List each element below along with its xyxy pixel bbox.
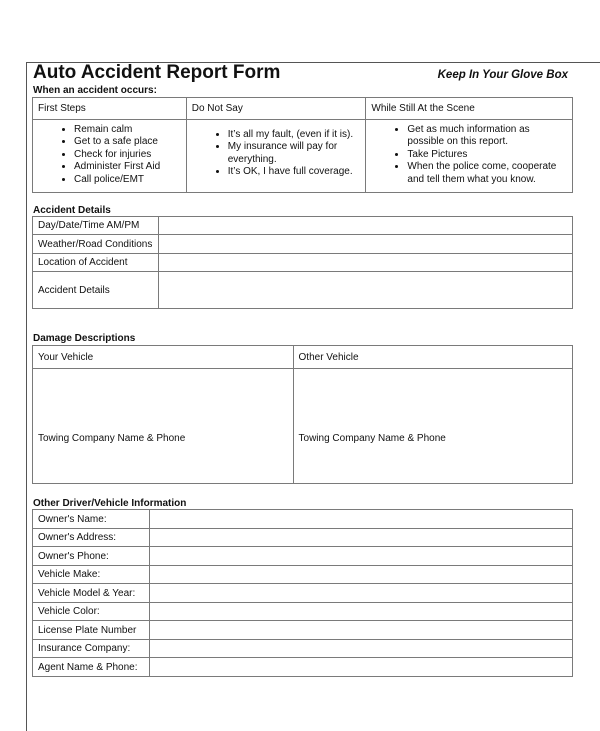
day-date-time-label: Day/Date/Time AM/PM xyxy=(33,217,159,235)
insurance-company-field[interactable] xyxy=(149,640,572,658)
first-steps-list xyxy=(38,124,186,186)
list-item: • Check for injuries xyxy=(74,149,186,161)
list-item: • When the police come, cooperate and tell them what you know. xyxy=(407,161,558,186)
list-item: • Administer First Aid xyxy=(74,161,186,173)
insurance-company-label: Insurance Company: xyxy=(33,640,150,658)
list-item: • My insurance will pay for everything. xyxy=(228,141,358,166)
vehicle-color-field[interactable] xyxy=(149,603,572,621)
list-item: • Get to a safe place xyxy=(74,136,186,148)
do-not-say-header: Do Not Say xyxy=(186,98,366,120)
form-title: Auto Accident Report Form xyxy=(33,62,281,83)
vehicle-model-year-label: Vehicle Model & Year: xyxy=(33,584,150,603)
owners-name-field[interactable] xyxy=(149,510,572,529)
owners-name-label: Owner's Name: xyxy=(33,510,150,529)
weather-road-field[interactable] xyxy=(158,235,572,254)
do-not-say-list xyxy=(192,129,366,179)
other-vehicle-cell[interactable] xyxy=(293,369,572,484)
license-plate-field[interactable] xyxy=(149,621,572,640)
owners-phone-field[interactable] xyxy=(149,547,572,566)
accident-details-row-label: Accident Details xyxy=(33,272,159,309)
towing-other-label: Towing Company Name & Phone xyxy=(298,433,446,444)
accident-details-field[interactable] xyxy=(158,272,572,309)
first-steps-header: First Steps xyxy=(33,98,187,120)
when-accident-label: When an accident occurs: xyxy=(33,85,157,96)
at-scene-cell xyxy=(366,120,573,193)
your-vehicle-cell[interactable] xyxy=(33,369,294,484)
first-steps-cell xyxy=(33,120,187,193)
damage-descriptions-label: Damage Descriptions xyxy=(33,333,136,344)
list-item: • Call police/EMT xyxy=(74,174,186,186)
owners-phone-label: Owner's Phone: xyxy=(33,547,150,566)
day-date-time-field[interactable] xyxy=(158,217,572,235)
other-driver-table xyxy=(32,509,573,677)
vehicle-make-field[interactable] xyxy=(149,566,572,584)
list-item: • Get as much information as possible on this report. xyxy=(407,124,558,149)
vehicle-make-label: Vehicle Make: xyxy=(33,566,150,584)
owners-address-field[interactable] xyxy=(149,529,572,547)
agent-name-phone-field[interactable] xyxy=(149,658,572,677)
owners-address-label: Owner's Address: xyxy=(33,529,150,547)
damage-table xyxy=(32,345,573,484)
towing-your-label: Towing Company Name & Phone xyxy=(38,433,186,444)
list-item: • Take Pictures xyxy=(407,149,558,161)
location-label: Location of Accident xyxy=(33,254,159,272)
form-subtitle: Keep In Your Glove Box xyxy=(437,69,568,81)
list-item: • Remain calm xyxy=(74,124,186,136)
vehicle-color-label: Vehicle Color: xyxy=(33,603,150,621)
list-item: • It’s OK, I have full coverage. xyxy=(228,166,358,178)
vehicle-model-year-field[interactable] xyxy=(149,584,572,603)
do-not-say-cell xyxy=(186,120,366,193)
agent-name-phone-label: Agent Name & Phone: xyxy=(33,658,150,677)
accident-details-table xyxy=(32,216,573,309)
other-vehicle-header: Other Vehicle xyxy=(293,346,572,369)
when-accident-table xyxy=(32,97,573,193)
weather-road-label: Weather/Road Conditions xyxy=(33,235,159,254)
list-item: • It’s all my fault, (even if it is). xyxy=(228,129,358,141)
accident-details-label: Accident Details xyxy=(33,205,111,216)
at-scene-list xyxy=(371,124,572,186)
other-driver-label: Other Driver/Vehicle Information xyxy=(33,498,187,509)
license-plate-label: License Plate Number xyxy=(33,621,150,640)
location-field[interactable] xyxy=(158,254,572,272)
your-vehicle-header: Your Vehicle xyxy=(33,346,294,369)
at-scene-header: While Still At the Scene xyxy=(366,98,573,120)
